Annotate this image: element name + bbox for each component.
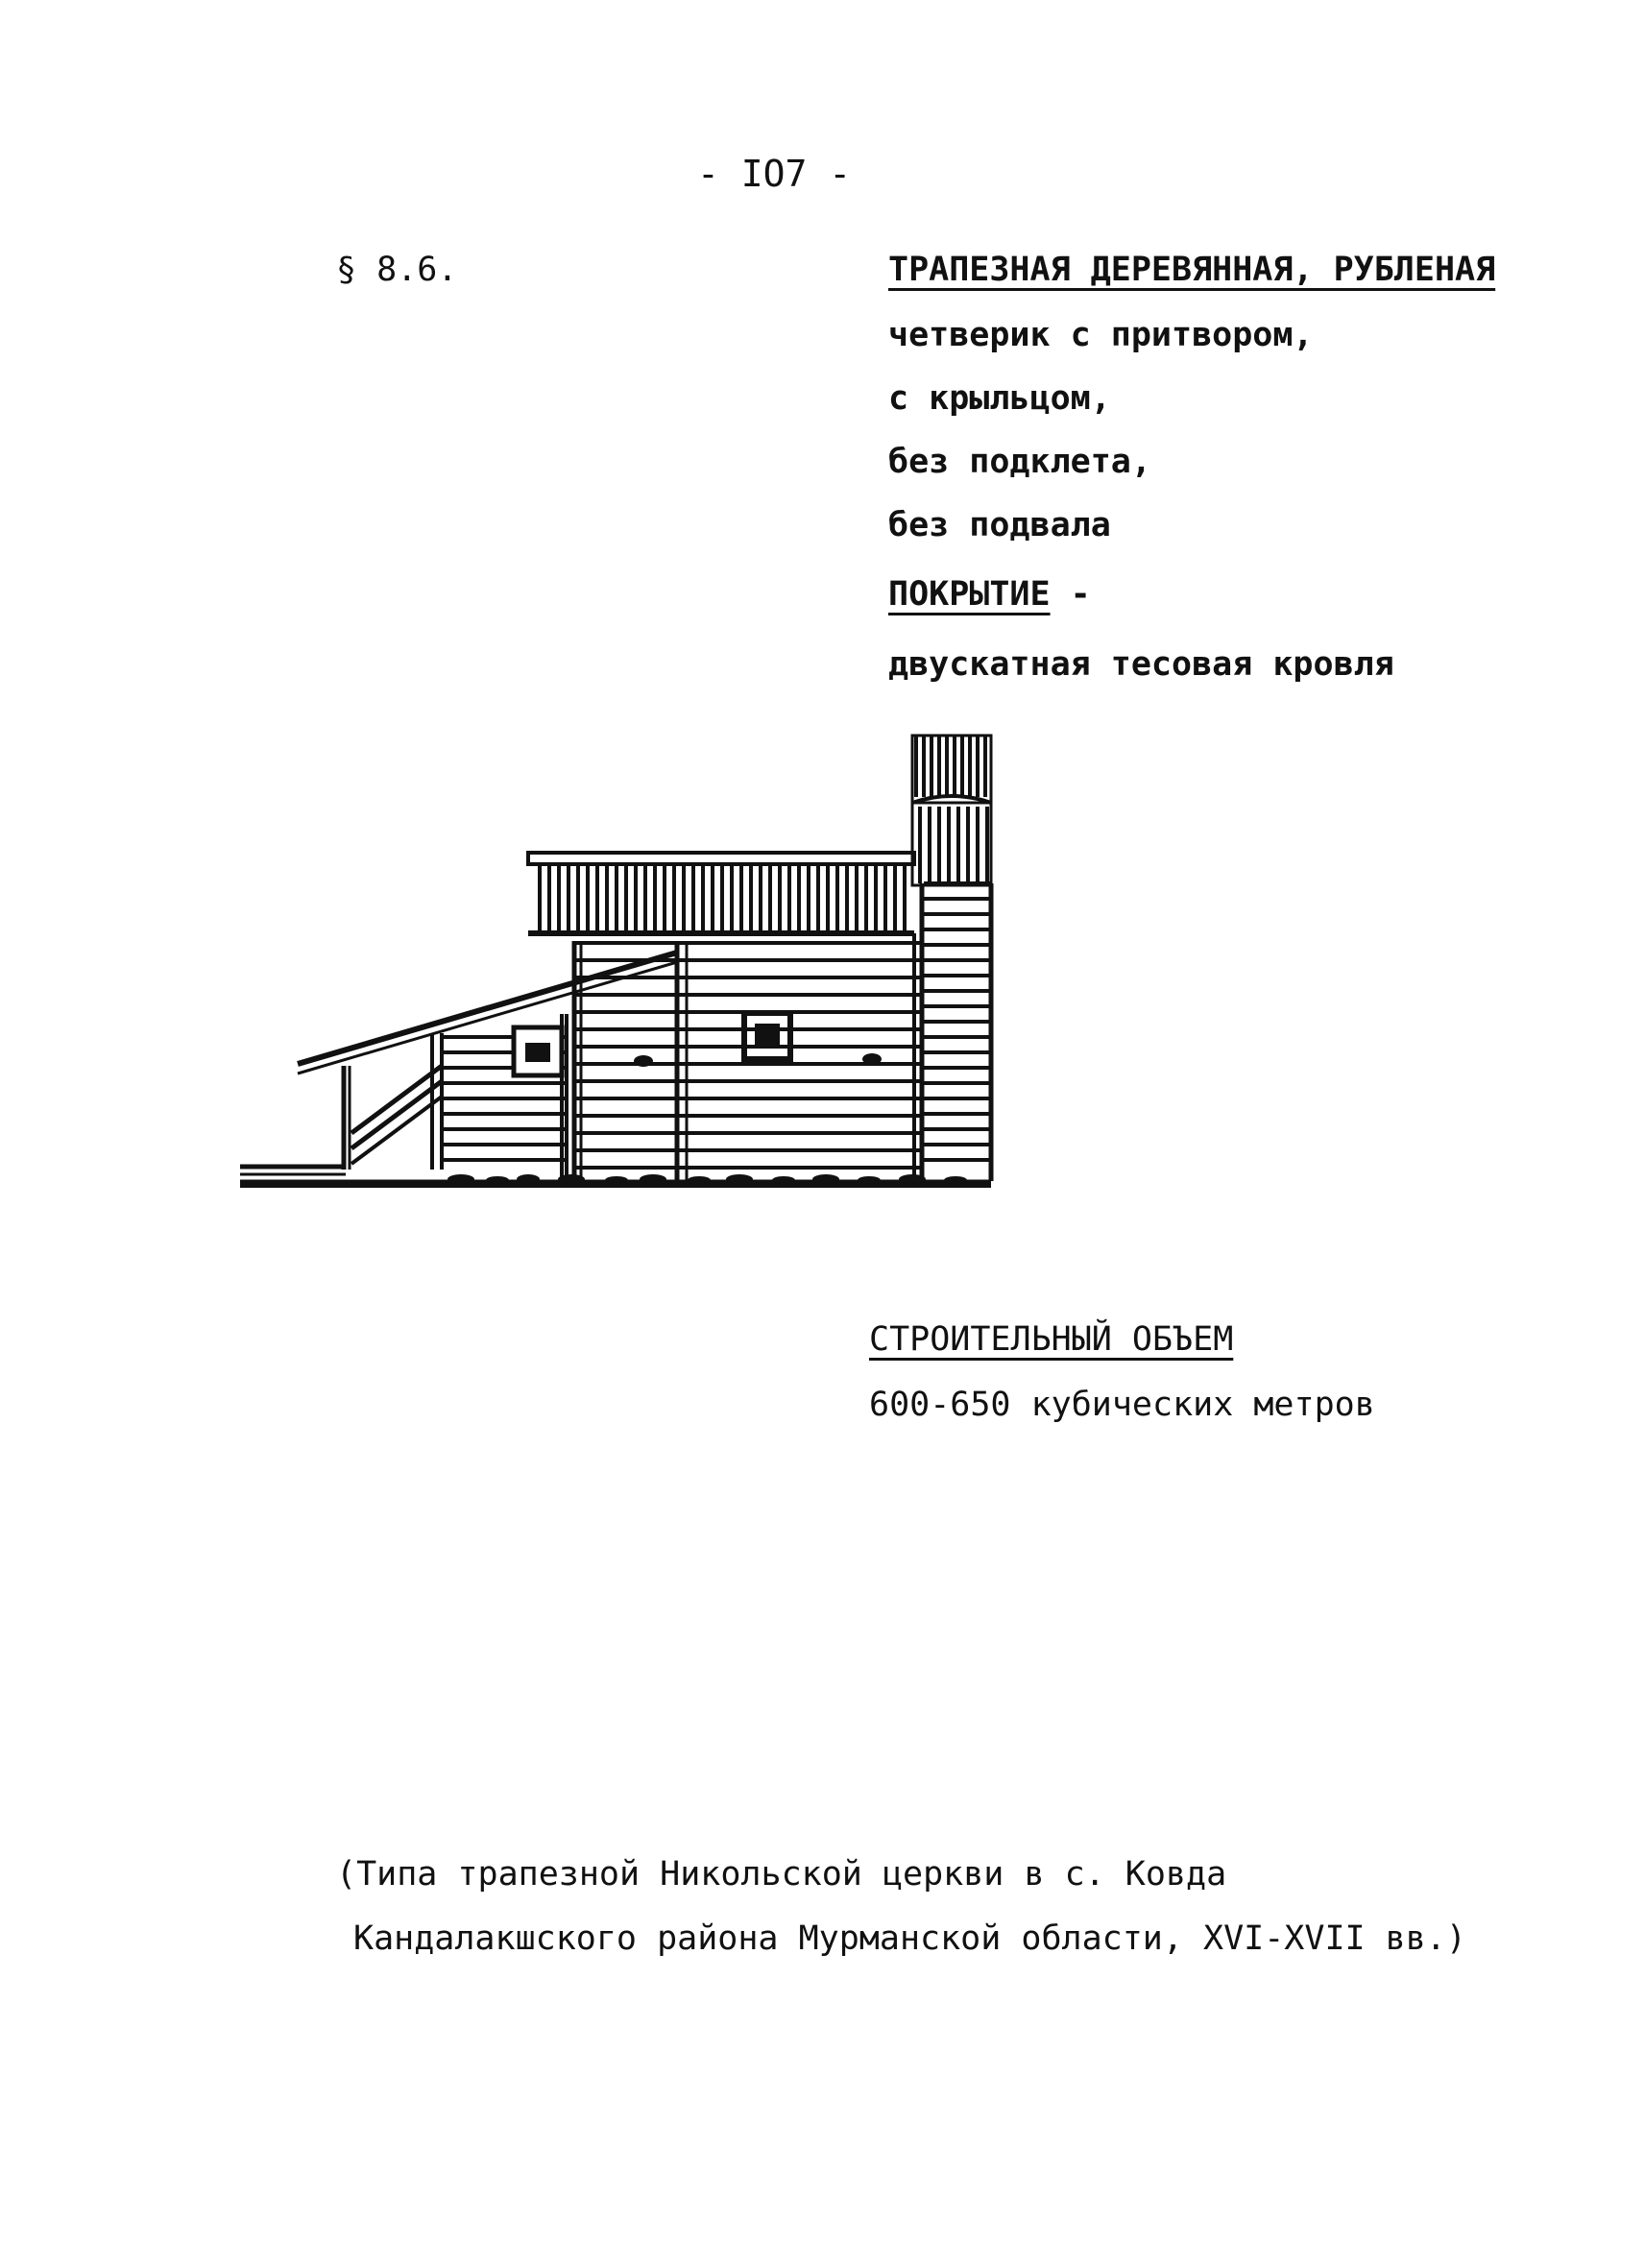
- description-line: четверик с притвором,: [888, 316, 1314, 354]
- section-number: § 8.6.: [336, 251, 458, 289]
- note-line: (Типа трапезной Никольской церкви в с. Ковда: [336, 1855, 1227, 1894]
- covering-dash: -: [1050, 575, 1091, 614]
- roof: [528, 853, 914, 933]
- building-elevation-drawing: [240, 730, 999, 1200]
- description-line: с крыльцом,: [888, 379, 1111, 418]
- covering-heading: [888, 575, 1091, 614]
- porch: [298, 953, 677, 1181]
- covering-heading-label: ПОКРЫТИЕ: [888, 575, 1051, 614]
- note-line: Кандалакшского района Мурманской области, XVI-XVII вв.): [353, 1919, 1466, 1958]
- description-line: без подклета,: [888, 443, 1151, 481]
- volume-value: 600-650 кубических метров: [869, 1386, 1375, 1424]
- volume-heading: СТРОИТЕЛЬНЫЙ ОБЪЕМ: [869, 1320, 1234, 1359]
- page-number: - IO7 -: [697, 153, 852, 195]
- log-walls: [574, 933, 924, 1181]
- covering-description: двускатная тесовая кровля: [888, 645, 1394, 684]
- tower-section: [912, 736, 991, 1181]
- section-title: ТРАПЕЗНАЯ ДЕРЕВЯННАЯ, РУБЛЕНАЯ: [888, 251, 1496, 289]
- description-line: без подвала: [888, 506, 1111, 544]
